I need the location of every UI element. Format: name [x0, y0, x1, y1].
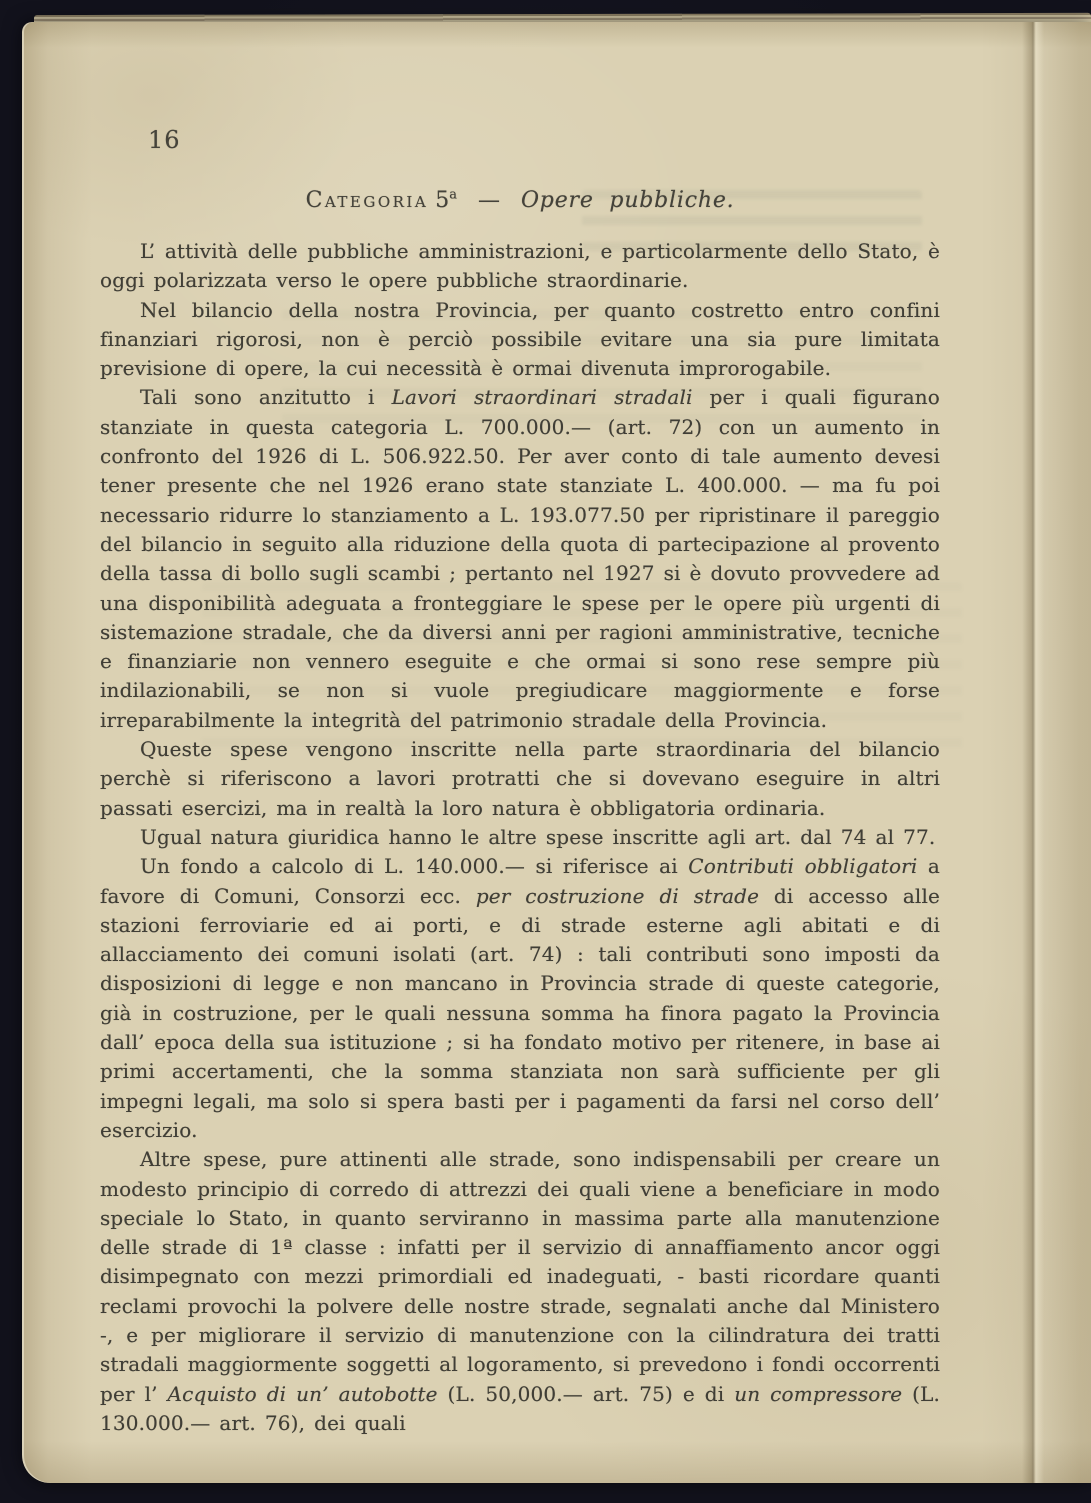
heading-dash: —: [477, 188, 500, 213]
page-content: [100, 22, 940, 1438]
paragraph-text: Queste spese vengono inscritte nella parte straordinaria del bilancio perchè si riferiscono a lavori protratti che si dovevano eseguire in altri passati esercizi, ma in realtà la loro natura è obbligatoria ordinaria.: [100, 737, 940, 820]
body-paragraphs: [100, 237, 940, 1438]
gutter-strip: [1036, 22, 1091, 1483]
paragraph-text: Altre spese, pure attinenti alle strade, sono indispensabili per creare un modesto principio di corredo di attrezzi dei quali viene a beneficiare in modo speciale lo Stato, in quanto serviranno in massima parte alla manutenzione delle strade di 1ª classe : infatti per il servizio di annaffiamento ancor oggi disimpegnato con mezzi primordiali ed inadeguati, - basti ricordare quanti reclami provochi la polvere delle nostre strade, segnalati anche dal Ministero -, e per migliorare il servizio di manutenzione con la cilindratura dei tratti stradali maggiormente soggetti al logoramento, si prevedono i fondi occorrenti per l’ Acquisto di un’ autobotte (L. 50,000.— art. 75) e di un compressore (L. 130.000.— art. 76), dei quali: [100, 1147, 941, 1435]
section-heading: [100, 188, 940, 213]
section-title: Opere pubbliche.: [520, 188, 735, 213]
paragraph-text: Un fondo a calcolo di L. 140.000.— si riferisce ai Contributi obbligatori a favore di Comuni, Consorzi ecc. per costruzione di strade di accesso alle stazioni ferroviarie ed ai porti, e di strade esterne agli abitati e di allacciamento dei comuni isolati (art. 74) : tali contributi sono imposti da disposizioni di legge e non mancano in Provincia strade di queste categorie, già in costruzione, per le quali nessuna somma ha finora pagato la Provincia dall’ epoca della sua istituzione ; si ha fondato motivo per ritenere, in base ai primi accertamenti, che la somma stanziata non sarà sufficiente per gli impegni legali, ma solo si spera basti per i pagamenti da farsi nel corso dell’ esercizio.: [100, 854, 940, 1142]
page-scan: [22, 22, 1091, 1483]
paragraph-text: Tali sono anzitutto i Lavori straordinari stradali per i quali figurano stanziate in questa categoria L. 700.000.— (art. 72) con un aumento in confronto del 1926 di L. 506.922.50. Per aver conto di tale aumento devesi tener presente che nel 1926 erano state stanziate L. 400.000. — ma fu poi necessario ridurre lo stanziamento a L. 193.077.50 per ripristinare il pareggio del bilancio in seguito alla riduzione della quota di partecipazione al provento della tassa di bollo sugli scambi ; pertanto nel 1927 si è dovuto provvedere ad una disponibilità adeguata a fronteggiare le spese per le opere più urgenti di sistemazione stradale, che da diversi anni per ragioni amministrative, tecniche e finanziarie non vennero eseguite e che ormai si sono rese sempre più indilazionabili, se non si vuole pregiudicare maggiormente e forse irreparabilmente la integrità del patrimonio stradale della Provincia.: [100, 385, 940, 732]
page-number: 16: [148, 126, 181, 154]
paragraph-text: L’ attività delle pubbliche amministrazioni, e particolarmente dello Stato, è oggi polarizzata verso le opere pubbliche straordinarie.: [100, 239, 940, 293]
paragraph-text: Ugual natura giuridica hanno le altre spese inscritte agli art. dal 74 al 77.: [140, 824, 936, 849]
category-number: 5$^a$: [435, 187, 457, 213]
paragraph-text: Nel bilancio della nostra Provincia, per quanto costretto entro confini finanziari rigorosi, non è perciò possibile evitare una sia pure limitata previsione di opere, la cui necessità è ormai divenuta improrogabile.: [100, 297, 940, 381]
category-label: Categoria: [305, 188, 429, 213]
